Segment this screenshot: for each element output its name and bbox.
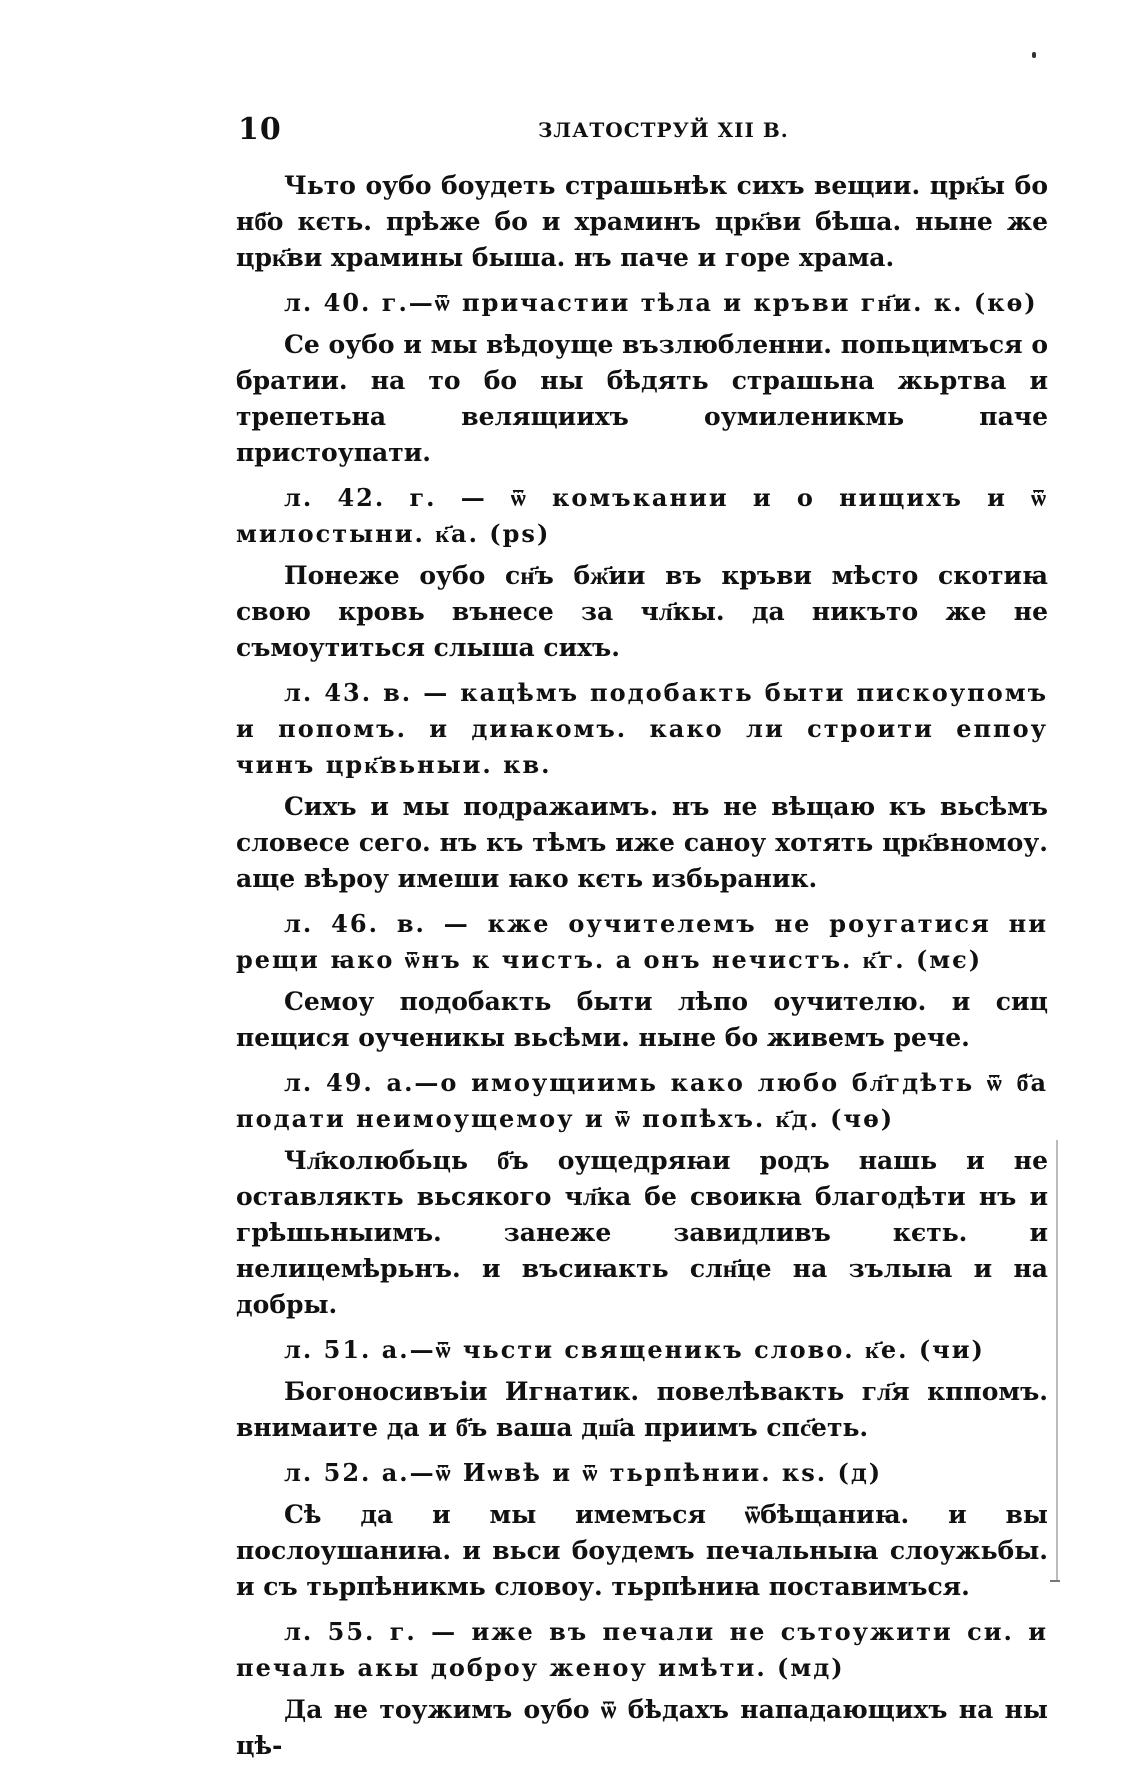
paragraph: Чьто оубо боудеть страшьнѣк сихъ вещии. црк҃ы бо нб҃о кєть. прѣже бо и храминъ црк҃ви бѣша. нынe же црк҃ви храмины быша. нъ паче и горе храма. xyxy=(236,171,1048,272)
page-header xyxy=(238,112,1038,152)
folio-reference: л. 46. в. — кже оучителемъ не роугатися ни рещи ꙗко ѿнъ к чистъ. а онъ нечистъ. к҃г. (мє) xyxy=(236,909,1048,974)
paragraph: Богоносивъіи Игнатик. повелѣвакть гл҃я кппомъ. внимаите да и б҃ъ ваша дш҃а приимъ спс҃еть. xyxy=(236,1377,1048,1442)
paragraph: Сѣ да и мы имемъся ѿбѣщаниꙗ. и вы послоушаниꙗ. и вьси боудемъ печальныꙗ слоужьбы. и съ тьрпѣникмь словоу. тьрпѣниꙗ поставимъся. xyxy=(236,1500,1048,1601)
paragraph: Понеже оубо сн҃ъ бж҃ии въ кръви мѣсто скотиꙗ свою кровь вънесе за чл҃кы. да никъто же не съмоутиться слыша сихъ. xyxy=(236,561,1048,662)
running-title: ЗЛАТОСТРУЙ XII В. xyxy=(538,118,789,142)
ink-speck xyxy=(1032,52,1036,58)
paragraph: Сихъ и мы подражаимъ. нъ не вѣщаю къ вьсѣмъ словесе сего. нъ къ тѣмъ иже саноу хотять црк҃вномоу. аще вѣроу имеши ꙗко кєть избьраник. xyxy=(236,792,1048,893)
page-edge-mark xyxy=(1050,1580,1060,1582)
folio-reference: л. 52. а.—ѿ Иѡвѣ и ѿ тьрпѣнии. кs. (д) xyxy=(284,1458,883,1487)
folio-reference: л. 51. а.—ѿ чьсти священикъ слово. к҃е. (чи) xyxy=(284,1335,985,1364)
page-edge-line xyxy=(1056,1140,1058,1580)
folio-reference: л. 43. в. — кацѣмъ подобакть быти пискоупомъ и попомъ. и диꙗкомъ. како ли строити еппоу чинъ црк҃вьныи. кв. xyxy=(236,678,1048,779)
paragraph: Да не тоужимъ оубо ѿ бѣдахъ нападающихъ на ны цѣ- xyxy=(236,1695,1048,1760)
folio-reference: л. 42. г. — ѿ комъкании и о нищихъ и ѿ милостыни. к҃а. (ps) xyxy=(236,483,1048,548)
folio-reference: л. 40. г.—ѿ причастии тѣла и кръви гн҃и. к. (кѳ) xyxy=(284,288,1038,317)
folio-reference: л. 49. а.—о имоущиимь како любо бл҃гдѣть ѿ б҃а подати неимоущемоу и ѿ попѣхъ. к҃д. (чѳ) xyxy=(236,1068,1048,1133)
folio-reference: л. 55. г. — иже въ печали не сътоужити си. и печаль акы доброу женоу имѣти. (мд) xyxy=(236,1617,1048,1682)
paragraph: Семоу подобакть быти лѣпо оучителю. и сиц пещися оученикы вьсѣми. ныне бо живемъ рече. xyxy=(236,987,1048,1052)
paragraph: Се оубо и мы вѣдоуще възлюбленни. попьцимъся о братии. на то бо ны бѣдять страшьна жьртва и трепетьна велящиихъ оумиленикмь паче приcтоупати. xyxy=(236,330,1048,467)
paragraph: Чл҃колюбьць б҃ъ оущедряꙗи родъ нашь и не оставлякть вьсякого чл҃ка бе своикꙗ благодѣти нъ и грѣшьныимъ. занеже завидливъ кєть. и нелицемѣрьнъ. и въсиꙗкть слн҃це на зълыꙗ и на добры. xyxy=(236,1146,1048,1319)
page-number: 10 xyxy=(238,112,282,147)
page-body xyxy=(236,168,1048,1773)
